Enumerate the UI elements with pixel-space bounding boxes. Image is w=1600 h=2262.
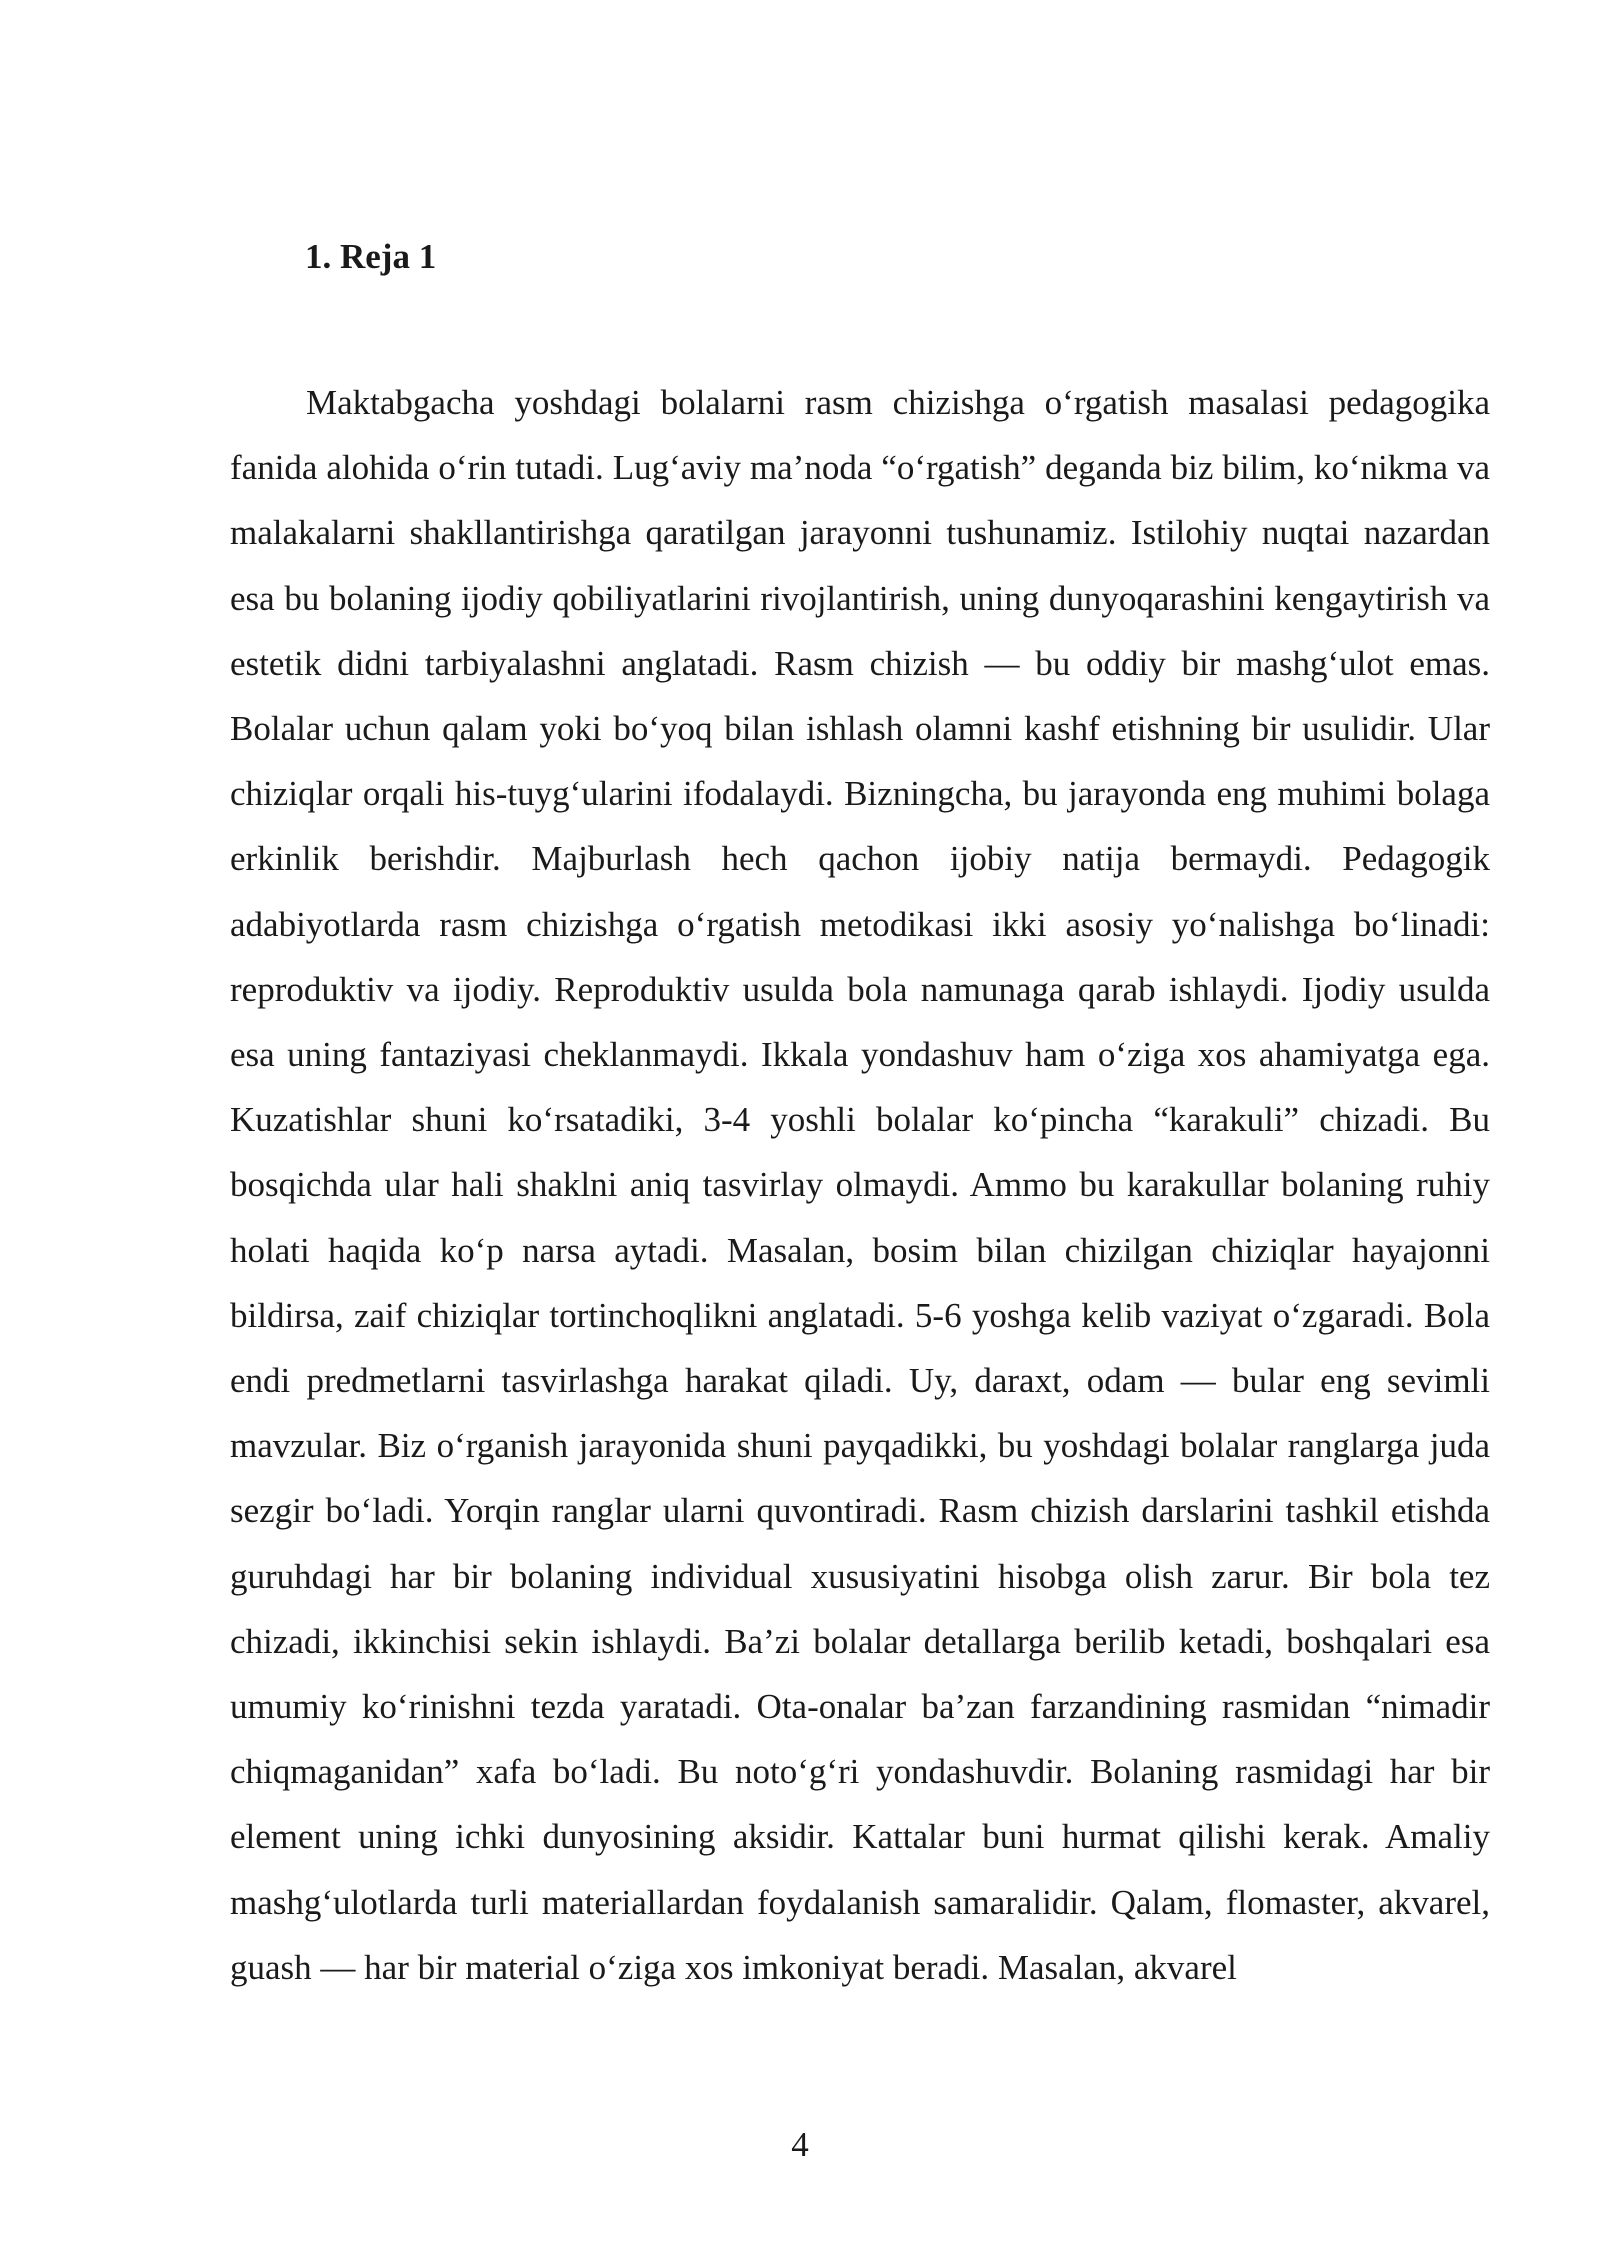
body-paragraph: Maktabgacha yoshdagi bolalarni rasm chizishga o‘rgatish masalasi pedagogika fanida alohida o‘rin tutadi. Lug‘aviy ma’noda “o‘rgatish” deganda biz bilim, ko‘nikma va malakalarni shakllantirishga qaratilgan jarayonni tushunamiz. Istilohiy nuqtai nazardan esa bu bolaning ijodiy qobiliyatlarini rivojlantirish, uning dunyoqarashini kengaytirish va estetik didni tarbiyalashni anglatadi. Rasm chizish — bu oddiy bir mashg‘ulot emas. Bolalar uchun qalam yoki bo‘yoq bilan ishlash olamni kashf etishning bir usulidir. Ular chiziqlar orqali his-tuyg‘ularini ifodalaydi. Bizningcha, bu jarayonda eng muhimi bolaga erkinlik berishdir. Majburlash hech qachon ijobiy natija bermaydi. Pedagogik adabiyotlarda rasm chizishga o‘rgatish metodikasi ikki asosiy yo‘nalishga bo‘linadi: reproduktiv va ijodiy. Reproduktiv usulda bola namunaga qarab ishlaydi. Ijodiy usulda esa uning fantaziyasi cheklanmaydi. Ikkala yondashuv ham o‘ziga xos ahamiyatga ega. Kuzatishlar shuni ko‘rsatadiki, 3-4 yoshli bolalar ko‘pincha “karakuli” chizadi. Bu bosqichda ular hali shaklni aniq tasvirlay olmaydi. Ammo bu karakullar bolaning ruhiy holati haqida ko‘p narsa aytadi. Masalan, bosim bilan chizilgan chiziqlar hayajonni bildirsa, zaif chiziqlar tortinchoqlikni anglatadi. 5-6 yoshga kelib vaziyat o‘zgaradi. Bola endi predmetlarni tasvirlashga harakat qiladi. Uy, daraxt, odam — bular eng sevimli mavzular. Biz o‘rganish jarayonida shuni payqadikki, bu yoshdagi bolalar ranglarga juda sezgir bo‘ladi. Yorqin ranglar ularni quvontiradi. Rasm chizish darslarini tashkil etishda guruhdagi har bir bolaning individual xususiyatini hisobga olish zarur. Bir bola tez chizadi, ikkinchisi sekin ishlaydi. Ba’zi bolalar detallarga berilib ketadi, boshqalari esa umumiy ko‘rinishni tezda yaratadi. Ota-onalar ba’zan farzandining rasmidan “nimadir chiqmaganidan” xafa bo‘ladi. Bu noto‘g‘ri yondashuvdir. Bolaning rasmidagi har bir element uning ichki dunyosining aksidir. Kattalar buni hurmat qilishi kerak. Amaliy mashg‘ulotlarda turli materiallardan foydalanish samaralidir. Qalam, flomaster, akvarel, guash — har bir material o‘ziga xos imkoniyat beradi. Masalan, akvarel [230,383,1490,1987]
section-heading: 1. Reja 1 [305,237,437,276]
page-number: 4 [791,2125,809,2164]
